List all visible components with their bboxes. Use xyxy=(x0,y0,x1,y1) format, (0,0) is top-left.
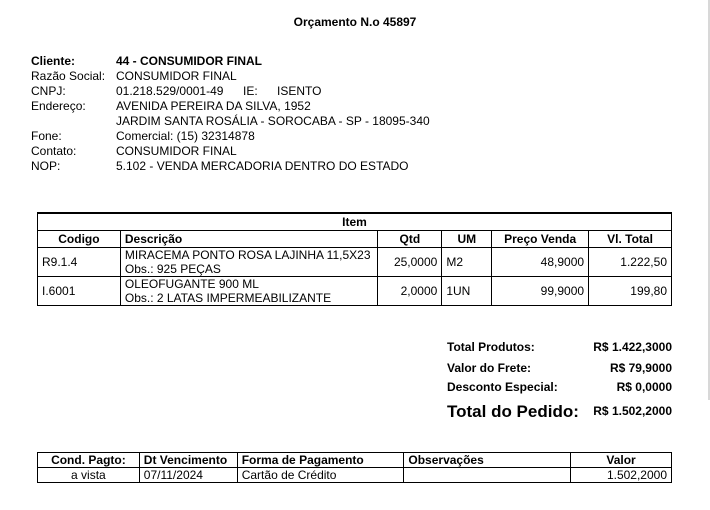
col-qtd: Qtd xyxy=(378,231,442,248)
item-codigo: I.6001 xyxy=(38,277,121,306)
nop-value: 5.102 - VENDA MERCADORIA DENTRO DO ESTADO xyxy=(116,159,409,173)
item-obs: Obs.: 925 PEÇAS xyxy=(124,262,221,276)
page-title: Orçamento N.o 45897 xyxy=(293,15,417,29)
item-descricao-cell xyxy=(120,248,378,277)
col-observacoes: Observações xyxy=(404,453,571,468)
pay-valor: 1.502,2000 xyxy=(571,468,672,483)
endereco-line1: AVENIDA PEREIRA DA SILVA, 1952 xyxy=(116,99,311,113)
fone-value: Comercial: (15) 32314878 xyxy=(116,129,255,143)
item-total: 199,80 xyxy=(589,277,672,306)
fone-label: Fone: xyxy=(31,129,62,143)
cnpj-value: 01.218.529/0001-49 xyxy=(116,84,224,98)
cliente-value: 44 - CONSUMIDOR FINAL xyxy=(116,54,263,68)
ie-label: IE: xyxy=(243,84,258,98)
items-table xyxy=(37,212,672,306)
col-codigo: Codigo xyxy=(38,231,121,248)
item-qtd: 2,0000 xyxy=(378,277,442,306)
pay-obs xyxy=(404,468,571,483)
item-qtd: 25,0000 xyxy=(378,248,442,277)
total-pedido-label: Total do Pedido: xyxy=(447,402,579,421)
item-preco: 48,9000 xyxy=(492,248,589,277)
table-row xyxy=(38,277,672,306)
valor-frete-label: Valor do Frete: xyxy=(447,361,532,375)
table-row xyxy=(38,248,672,277)
table-row xyxy=(38,468,672,483)
razao-social-value: CONSUMIDOR FINAL xyxy=(116,69,237,83)
total-pedido-value: R$ 1.502,2000 xyxy=(593,404,672,418)
col-preco: Preço Venda xyxy=(492,231,589,248)
col-forma-pagamento: Forma de Pagamento xyxy=(237,453,404,468)
nop-label: NOP: xyxy=(31,159,61,173)
total-produtos-value: R$ 1.422,3000 xyxy=(593,340,672,354)
cliente-label: Cliente: xyxy=(31,54,76,68)
item-descricao: OLEOFUGANTE 900 ML xyxy=(124,277,259,291)
col-dt-vencimento: Dt Vencimento xyxy=(139,453,237,468)
item-um: M2 xyxy=(442,248,492,277)
items-section-title: Item xyxy=(38,213,672,231)
pay-forma: Cartão de Crédito xyxy=(237,468,404,483)
desconto-especial-value: R$ 0,0000 xyxy=(616,380,672,394)
col-valor: Valor xyxy=(571,453,672,468)
col-um: UM xyxy=(442,231,492,248)
col-descricao: Descrição xyxy=(120,231,378,248)
desconto-especial-label: Desconto Especial: xyxy=(447,380,558,394)
valor-frete-value: R$ 79,9000 xyxy=(609,361,672,375)
item-total: 1.222,50 xyxy=(589,248,672,277)
endereco-line2: JARDIM SANTA ROSÁLIA - SOROCABA - SP - 18095-340 xyxy=(116,114,430,128)
endereco-label: Endereço: xyxy=(31,99,86,113)
total-produtos-label: Total Produtos: xyxy=(447,340,535,354)
item-obs: Obs.: 2 LATAS IMPERMEABILIZANTE xyxy=(124,291,332,305)
cnpj-label: CNPJ: xyxy=(31,84,66,98)
item-codigo: R9.1.4 xyxy=(38,248,121,277)
razao-social-label: Razão Social: xyxy=(31,69,106,83)
contato-label: Contato: xyxy=(31,144,77,158)
contato-value: CONSUMIDOR FINAL xyxy=(116,144,237,158)
item-descricao: MIRACEMA PONTO ROSA LAJINHA 11,5X23 xyxy=(124,248,371,262)
item-preco: 99,9000 xyxy=(492,277,589,306)
item-descricao-cell xyxy=(120,277,378,306)
pay-vencimento: 07/11/2024 xyxy=(139,468,237,483)
col-total: Vl. Total xyxy=(589,231,672,248)
item-um: 1UN xyxy=(442,277,492,306)
col-cond-pagto: Cond. Pagto: xyxy=(38,453,140,468)
payment-table xyxy=(37,452,672,483)
pay-cond: a vista xyxy=(38,468,140,483)
ie-value: ISENTO xyxy=(277,84,322,98)
